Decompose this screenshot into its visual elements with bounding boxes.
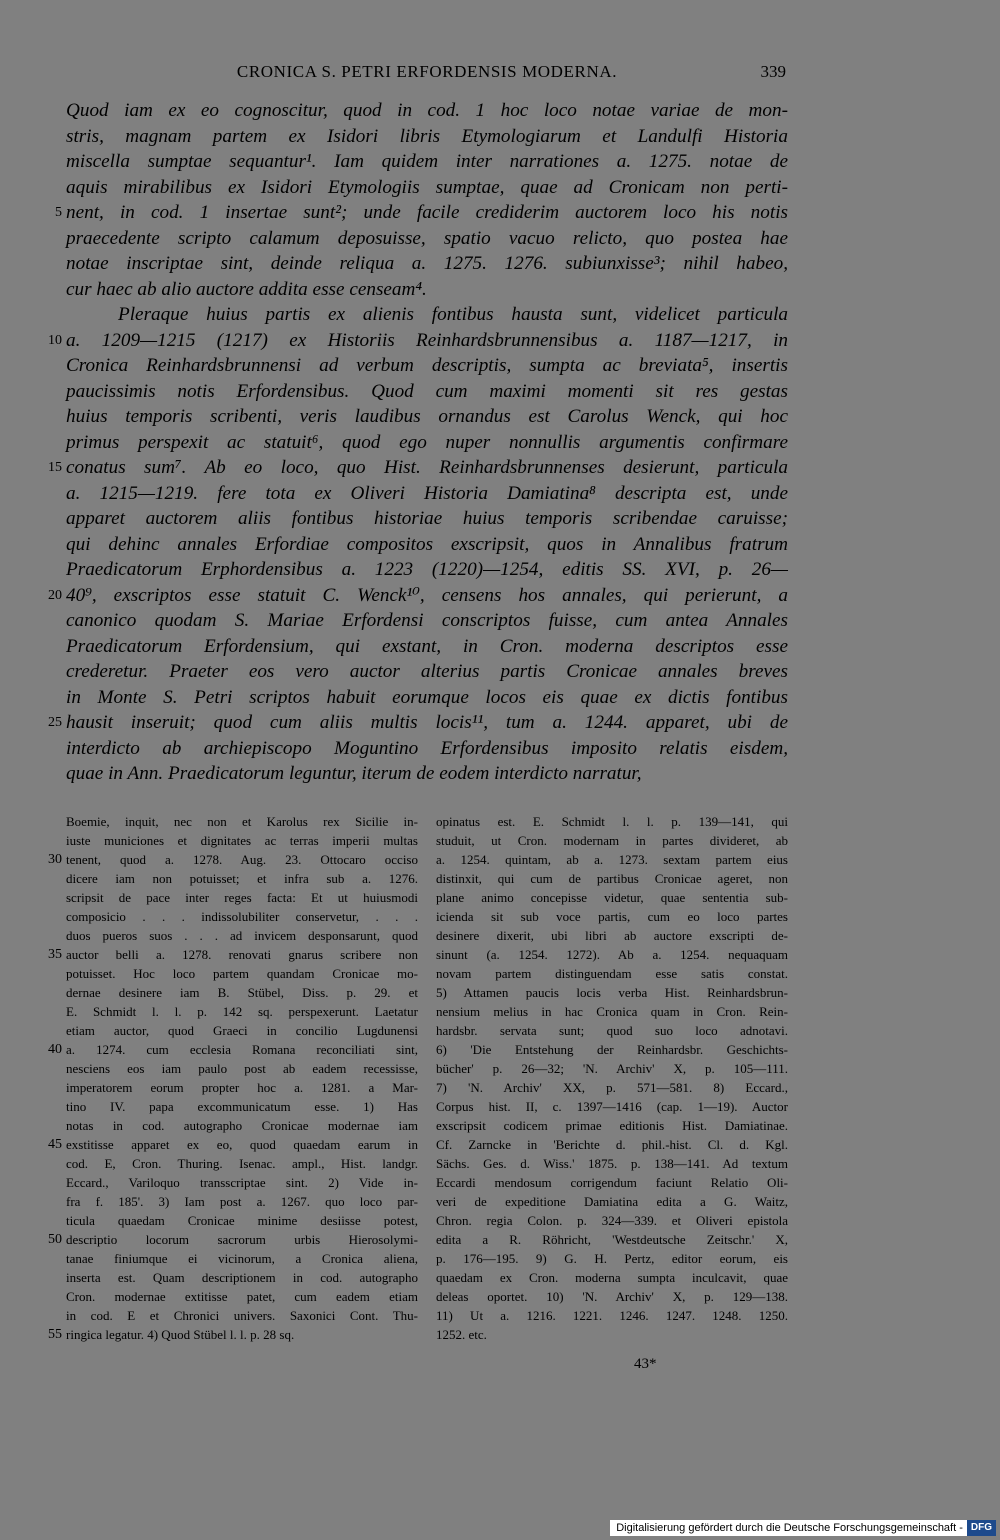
text-line: in Monte S. Petri scriptos habuit eorumque locos eis quae ex dictis fontibus bbox=[66, 686, 788, 708]
text-line: praecedente scripto calamum deposuisse, spatio vacuo relicto, quo postea hae bbox=[66, 227, 788, 249]
text-line: inserta est. Quam descriptionem in cod. autographo bbox=[66, 1270, 418, 1285]
text-line: primus perspexit ac statuit⁶, quod ego nuper nonnullis argumentis confirmare bbox=[66, 431, 788, 453]
text-line: dernae desinere iam B. Stübel, Diss. p. 29. et bbox=[66, 985, 418, 1000]
text-line: E. Schmidt l. l. p. 142 sq. perspexerunt. Laetatur bbox=[66, 1004, 418, 1019]
text-line: 40⁹, exscriptos esse statuit C. Wenck¹⁰, censens hos annales, qui perierunt, a bbox=[66, 584, 788, 606]
text-line: descriptio locorum sacrorum urbis Hierosolymi- bbox=[66, 1232, 418, 1247]
text-line: ticula quaedam Cronicae minime desiisse potest, bbox=[66, 1213, 418, 1228]
line-number: 35 bbox=[48, 947, 62, 962]
text-line: qui dehinc annales Erfordiae compositos exscripsit, quos in Annalibus fratrum bbox=[66, 533, 788, 555]
text-line: sinunt (a. 1254. 1272). Ab a. 1254. nequaquam bbox=[436, 947, 788, 962]
text-line: icienda sit sub voce partis, cum eo loco partes bbox=[436, 909, 788, 924]
line-number: 15 bbox=[48, 460, 62, 475]
text-line: Chron. regia Colon. p. 324—339. et Oliveri epistola bbox=[436, 1213, 788, 1228]
text-line: tenent, quod a. 1278. Aug. 23. Ottocaro occiso bbox=[66, 852, 418, 867]
text-line: potuisset. Hoc loco partem quandam Cronicae mo- bbox=[66, 966, 418, 981]
text-line: stris, magnam partem ex Isidori libris Etymologiarum et Landulfi Historia bbox=[66, 125, 788, 147]
text-line: paucissimis notis Erfordensibus. Quod cum maximi momenti sit res gestas bbox=[66, 380, 788, 402]
text-line: 1252. etc. bbox=[436, 1327, 487, 1342]
text-line: dicere iam non potuisset; et infra sub a. 1276. bbox=[66, 871, 418, 886]
text-line: canonico quodam S. Mariae Erfordensi conscriptos fuisse, cum antea Annales bbox=[66, 610, 788, 631]
text-line: Praedicatorum Erfordensium, qui exstant, in Cron. moderna descriptos esse bbox=[66, 635, 788, 657]
main-text bbox=[66, 98, 788, 787]
text-line: crederetur. Praeter eos vero auctor alterius partis Cronicae annales breves bbox=[66, 661, 788, 682]
text-line: Cron. modernae extitisse patet, cum eadem etiam bbox=[66, 1289, 418, 1304]
text-line: 6) 'Die Entstehung der Reinhardsbr. Geschichts- bbox=[436, 1042, 788, 1057]
text-line: tanae finiumque ei vicinorum, a Cronica aliena, bbox=[66, 1251, 418, 1266]
text-line: exstitisse apparet ex eo, quod quaedam earum in bbox=[66, 1137, 418, 1152]
text-line: cur haec ab alio auctore addita esse censeam⁴. bbox=[66, 278, 427, 300]
line-number: 45 bbox=[48, 1137, 62, 1152]
text-line: a. 1215—1219. fere tota ex Oliveri Historia Damiatina⁸ descripta est, unde bbox=[66, 482, 788, 504]
text-line: Eccardi mendosum corrigendum faciunt Relatio Oli- bbox=[436, 1175, 788, 1190]
text-line: deleas oportet. 10) 'N. Archiv' X, p. 129—138. bbox=[436, 1289, 788, 1304]
page-number: 339 bbox=[760, 62, 786, 81]
line-number: 55 bbox=[48, 1327, 62, 1342]
text-line: notas in cod. autographo Cronicae modernae iam bbox=[66, 1118, 418, 1133]
text-line: Quod iam ex eo cognoscitur, quod in cod. 1 hoc loco notae variae de mon- bbox=[66, 100, 788, 121]
text-line: apparet auctorem aliis fontibus historiae huius temporis scribendae caruisse; bbox=[66, 508, 788, 529]
text-line: Praedicatorum Erphordensibus a. 1223 (1220)—1254, editis SS. XVI, p. 26— bbox=[66, 559, 788, 580]
text-line: cod. E, Cron. Thuring. Isenac. ampl., Hist. landgr. bbox=[66, 1156, 418, 1171]
text-line: hausit inseruit; quod cum aliis multis locis¹¹, tum a. 1244. apparet, ubi de bbox=[66, 712, 788, 733]
line-number: 50 bbox=[48, 1232, 62, 1247]
dfg-funding-banner[interactable] bbox=[610, 1520, 996, 1536]
text-line: a. 1254. quintam, ab a. 1273. sextam partem eius bbox=[436, 852, 788, 867]
text-line: tino IV. papa excommunicatum esse. 1) Has bbox=[66, 1099, 418, 1114]
text-line: duos pueros suos . . . ad invicem desponsarunt, quod bbox=[66, 928, 418, 943]
dfg-logo-icon: DFG bbox=[967, 1520, 996, 1536]
line-number: 5 bbox=[55, 205, 62, 220]
text-line: Boemie, inquit, nec non et Karolus rex Sicilie in- bbox=[66, 814, 418, 829]
page-header bbox=[66, 62, 788, 86]
footnotes-left-column bbox=[66, 812, 418, 1344]
text-line: p. 176—195. 9) G. H. Pertz, editor eorum, eis bbox=[436, 1251, 788, 1266]
text-line: 7) 'N. Archiv' XX, p. 571—581. 8) Eccard., bbox=[436, 1080, 788, 1095]
line-number: 25 bbox=[48, 715, 62, 730]
text-line: in cod. E et Chronici univers. Saxonici Cont. Thu- bbox=[66, 1308, 418, 1323]
text-line: studuit, ut Cron. modernam in partes divideret, ab bbox=[436, 833, 788, 848]
text-line: huius temporis scribenti, veris laudibus ornandus est Carolus Wenck, qui hoc bbox=[66, 406, 788, 427]
text-line: nensium melius in hac Cronica quam in Cron. Rein- bbox=[436, 1004, 788, 1019]
text-line: conatus sum⁷. Ab eo loco, quo Hist. Reinhardsbrunnenses desierunt, particula bbox=[66, 457, 788, 478]
text-line: opinatus est. E. Schmidt l. l. p. 139—141, qui bbox=[436, 814, 788, 829]
text-line: 11) Ut a. 1216. 1221. 1246. 1247. 1248. 1250. bbox=[436, 1308, 788, 1323]
text-line: fra f. 185'. 3) Iam post a. 1267. quo loco par- bbox=[66, 1194, 418, 1209]
line-number: 10 bbox=[48, 332, 62, 348]
text-line: iuste municiones et dignitates ac terras imperii multas bbox=[66, 833, 418, 848]
signature-mark: 43* bbox=[634, 1356, 657, 1372]
text-line: 5) Attamen paucis locis verba Hist. Reinhardsbrun- bbox=[436, 985, 788, 1000]
text-line: desinere dixerit, ubi libri ab auctore exscripti de- bbox=[436, 928, 788, 943]
footnotes-right-column bbox=[436, 812, 788, 1344]
line-number: 30 bbox=[48, 852, 62, 867]
text-line: nesciens eos iam paulo post ab eadem recessisse, bbox=[66, 1061, 418, 1076]
text-line: Corpus hist. II, c. 1397—1416 (cap. 1—19). Auctor bbox=[436, 1099, 788, 1114]
text-line: edita a R. Röhricht, 'Westdeutsche Zeitschr.' X, bbox=[436, 1232, 788, 1247]
text-line: notae inscriptae sint, deinde reliqua a. 1275. 1276. subiunxisse³; nihil habeo, bbox=[66, 253, 788, 274]
text-line: composicio . . . indissolubiliter conservetur, . . . bbox=[66, 909, 418, 924]
text-line: distinxit, qui cum de partibus Cronicae ageret, non bbox=[436, 871, 788, 886]
funding-text: Digitalisierung gefördert durch die Deutsche Forschungsgemeinschaft - bbox=[616, 1522, 963, 1534]
text-line: auctor belli a. 1278. renovati gnarus scribere non bbox=[66, 947, 418, 962]
text-line: plane animo concepisse videtur, quae sententia sub- bbox=[436, 890, 788, 905]
text-line: veri de expeditione Damiatina edita a G. Waitz, bbox=[436, 1194, 788, 1209]
text-line: exscripsit codicem primae editionis Hist. Damiatinae. bbox=[436, 1118, 788, 1133]
running-title: CRONICA S. PETRI ERFORDENSIS MODERNA. bbox=[236, 62, 618, 81]
text-line: quaedam ex Cron. moderna sumpta inculcavit, quae bbox=[436, 1270, 788, 1285]
text-line: etiam auctor, quod Graeci in concilio Lugdunensi bbox=[66, 1023, 418, 1038]
text-line: ringica legatur. 4) Quod Stübel l. l. p. 28 sq. bbox=[66, 1327, 295, 1342]
text-line: quae in Ann. Praedicatorum leguntur, iterum de eodem interdicto narratur, bbox=[66, 763, 642, 784]
text-line: bücher' p. 26—32; 'N. Archiv' X, p. 105—111. bbox=[436, 1061, 788, 1076]
text-line: a. 1274. cum ecclesia Romana reconciliati sint, bbox=[66, 1042, 418, 1057]
text-line: novam partem distinguendam esse satis constat. bbox=[436, 966, 788, 981]
footnotes bbox=[66, 812, 788, 1352]
text-line: scripsit de pace inter reges facta: Et ut huiusmodi bbox=[66, 890, 418, 905]
text-line: interdicto ab archiepiscopo Moguntino Erfordensibus imposito relatis eisdem, bbox=[66, 737, 788, 759]
text-line: Sächs. Ges. d. Wiss.' 1875. p. 138—141. Ad textum bbox=[436, 1156, 788, 1171]
text-line: Cf. Zarncke in 'Berichte d. phil.-hist. Cl. d. Kgl. bbox=[436, 1137, 788, 1152]
text-line: nent, in cod. 1 insertae sunt²; unde facile crediderim auctorem loco his notis bbox=[66, 202, 788, 223]
text-line: Pleraque huius partis ex alienis fontibus hausta sunt, videlicet particula bbox=[118, 304, 788, 325]
text-line: miscella sumptae sequantur¹. Iam quidem inter narrationes a. 1275. notae de bbox=[66, 151, 788, 172]
text-line: imperatorem eorum propter hoc a. 1281. a Mar- bbox=[66, 1080, 418, 1095]
text-line: a. 1209—1215 (1217) ex Historiis Reinhardsbrunnensibus a. 1187—1217, in bbox=[66, 329, 788, 351]
text-line: aquis mirabilibus ex Isidori Etymologiis sumptae, quae ad Cronicam non perti- bbox=[66, 176, 788, 198]
line-number: 20 bbox=[48, 587, 62, 603]
text-line: Cronica Reinhardsbrunnensi ad verbum descriptis, sumpta ac breviata⁵, insertis bbox=[66, 355, 788, 376]
text-line: hardsbr. servata sunt; quod suo loco adnotavi. bbox=[436, 1023, 788, 1038]
line-number: 40 bbox=[48, 1042, 62, 1057]
text-line: Eccard., Variloquo transscriptae sint. 2) Vide in- bbox=[66, 1175, 418, 1190]
